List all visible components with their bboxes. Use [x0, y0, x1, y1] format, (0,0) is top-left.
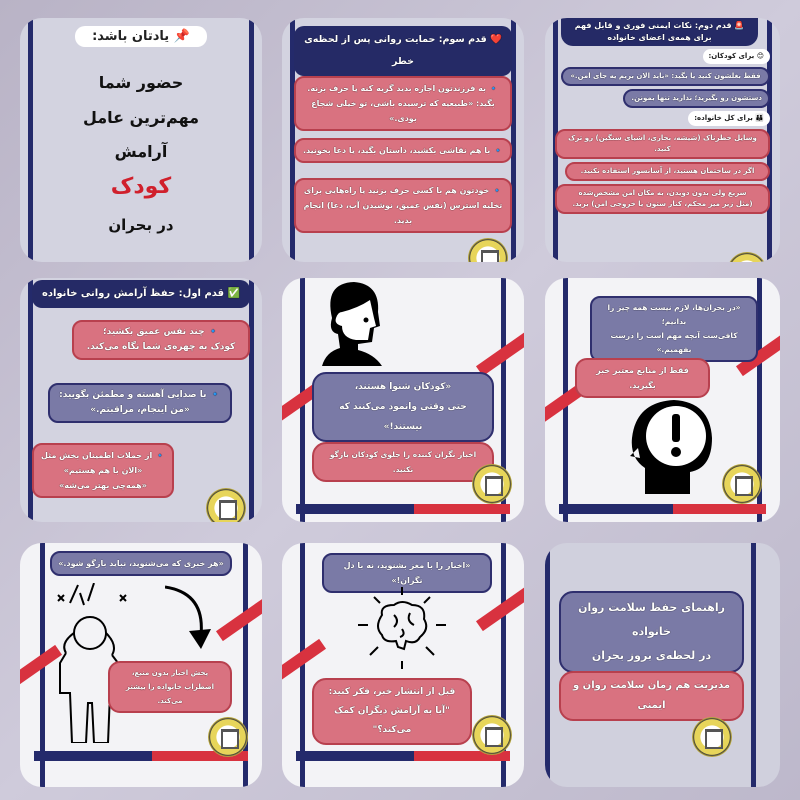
bubble-text: «الان با هم هستیم» — [63, 466, 143, 475]
step1-bubble — [72, 320, 250, 360]
brain-icon — [354, 585, 450, 671]
kids-tip: دستشون رو بگیرید؛ نذارید تنها بمونن. — [623, 89, 770, 108]
post-reminder[interactable] — [20, 18, 262, 262]
post-step2[interactable] — [545, 18, 780, 262]
bubble-text: 🔹 خودتون هم با کسی حرف بزنید یا راه‌هایی برای — [303, 186, 503, 195]
post-cover[interactable] — [545, 543, 780, 787]
reminder-line: آرامش — [114, 142, 168, 161]
step1-bubble — [32, 443, 174, 498]
kids-tip: فقط بغلشون کنید یا بگید: «باید الان بریم یه جای امن.» — [561, 67, 770, 86]
frame-line — [545, 543, 550, 787]
family-label: 👪 برای کل خانواده: — [688, 111, 770, 126]
bubble-text: "آیا به آرامش دیگران کمک می‌کند؟" — [334, 706, 450, 735]
bubble-text: کودک به چهره‌ی شما نگاه می‌کند. — [86, 342, 236, 352]
reminder-highlight: کودک — [110, 174, 172, 199]
step3-bubble — [294, 178, 512, 233]
tip-bubble: فقط از منابع معتبر خبر بگیرید. — [575, 358, 710, 398]
organization-logo — [208, 717, 248, 757]
post-rumors[interactable] — [20, 543, 262, 787]
step2-content — [555, 18, 770, 214]
post-think[interactable] — [282, 543, 524, 787]
frame-line — [751, 543, 756, 787]
quote-bubble: «اخبار را با مغز بشنوید، نه با دل نگران!» — [322, 553, 492, 593]
bubble-text: قبل از انتشار خبر، فکر کنید: — [328, 687, 456, 697]
reminder-line: حضور شما — [98, 73, 184, 92]
tip-bubble: اخبار نگران کننده را جلوی کودکان بازگو نکنید. — [312, 442, 494, 482]
title-line: راهنمای حفظ سلامت روان خانواده — [578, 601, 725, 638]
bottom-bar — [296, 504, 510, 514]
organization-logo — [722, 464, 762, 504]
step3-bubble — [294, 76, 512, 131]
organization-logo — [472, 464, 512, 504]
bubble-text: سریع ولی بدون دویدن، به مکان امن مشخص‌شده — [578, 189, 747, 197]
step3-bubble — [294, 138, 512, 163]
organization-logo — [472, 715, 512, 755]
organization-logo — [206, 488, 246, 522]
bubble-text: 🔹 با صدایی آهسته و مطمئن بگویید: — [59, 390, 221, 400]
step3-title: ❤️ قدم سوم: حمایت روانی پس از لحظه‌ی خطر — [294, 26, 512, 76]
step1-bubble — [48, 383, 232, 423]
bubble-text: 🔹 چند نفس عمیق بکشید؛ — [103, 327, 219, 337]
red-stripe — [476, 587, 524, 631]
child-head-icon — [322, 278, 384, 366]
title-line: برای همه‌ی اعضای خانواده — [607, 33, 712, 42]
bubble-text: (مثل زیر میز محکم، کنار ستون یا خروجی امن) برید. — [572, 200, 753, 208]
quote-bubble: «هر خبری که می‌شنوید، نباید بازگو شود.» — [50, 551, 232, 576]
family-tip: وسایل خطرناک (شیشه، بخاری، اشیای سنگین) رو ترک کنید. — [555, 129, 770, 159]
arrow-down-icon — [165, 583, 215, 653]
bubble-text: تخلیه استرس (نفس عمیق، نوشیدن آب، دعا) انجام بدید. — [303, 201, 503, 225]
bubble-text: کافی‌ست آنچه مهم است را درست بفهمیم.» — [610, 331, 738, 354]
organization-logo — [692, 717, 732, 757]
quote-bubble — [312, 372, 494, 442]
bubble-text: پخش اخبار بدون منبع، — [131, 669, 209, 677]
bubble-text: حتی وقتی وانمود می‌کنند که نیستند!» — [339, 402, 467, 432]
head-exclamation-icon — [630, 398, 715, 494]
tip-bubble — [312, 678, 472, 745]
family-tip — [555, 184, 770, 214]
bubble-text: 🔹 با هم نقاشی بکشید، داستان بگید، یا دعا بخونید. — [303, 146, 503, 155]
bubble-text: «در بحران‌ها، لازم نیست همه چیز را بدانیم؛ — [607, 303, 741, 326]
step2-title — [561, 18, 758, 46]
title-line: در لحظه‌ی بروز بحران — [591, 649, 712, 662]
post-step1[interactable] — [20, 278, 262, 522]
organization-logo — [468, 238, 508, 262]
red-stripe — [216, 597, 262, 641]
frame-line — [249, 278, 254, 522]
quote-bubble — [590, 296, 758, 362]
step1-title: ✅ قدم اول: حفظ آرامش روانی خانواده — [32, 280, 250, 308]
reminder-title: 📌 یادتان باشد: — [75, 26, 207, 47]
family-tip: اگر در ساختمان هستید، از آسانسور استفاده نکنید. — [565, 162, 770, 181]
bubble-text: اضطراب خانواده را بیشتر می‌کند. — [125, 683, 215, 705]
bottom-bar — [559, 504, 766, 514]
bubble-text: 🔹 به فرزندتون اجازه بدید گریه کنه یا حرف بزنه. — [307, 84, 499, 93]
cover-title — [559, 591, 744, 673]
bubble-text: 🔹 از جملات اطمینان بخش مثل — [41, 451, 165, 460]
post-step3[interactable] — [282, 18, 524, 262]
cover-subtitle: مدیریت هم زمان سلامت روان و ایمنی — [559, 671, 744, 721]
kids-label: 😊 برای کودکان: — [703, 49, 771, 64]
post-children-hear[interactable] — [282, 278, 524, 522]
red-stripe — [476, 332, 524, 376]
bubble-text: «همه‌چی بهتر می‌شه» — [59, 481, 147, 490]
reminder-line: مهم‌ترین عامل — [82, 108, 200, 127]
organization-logo — [727, 252, 767, 262]
bottom-bar — [296, 751, 510, 761]
bubble-text: «من اینجام، مراقبتم.» — [90, 405, 190, 415]
tip-bubble — [108, 661, 232, 713]
post-sources[interactable] — [545, 278, 780, 522]
title-line: 🚨 قدم دوم: نکات ایمنی فوری و قابل فهم — [574, 21, 745, 30]
bubble-text: «کودکان شنوا هستند، — [354, 382, 452, 392]
bubble-text: بگید: «طبیعیه که ترسیده باشی، تو خیلی شجاع بودی.» — [311, 99, 495, 123]
reminder-line: در بحران — [108, 216, 174, 234]
